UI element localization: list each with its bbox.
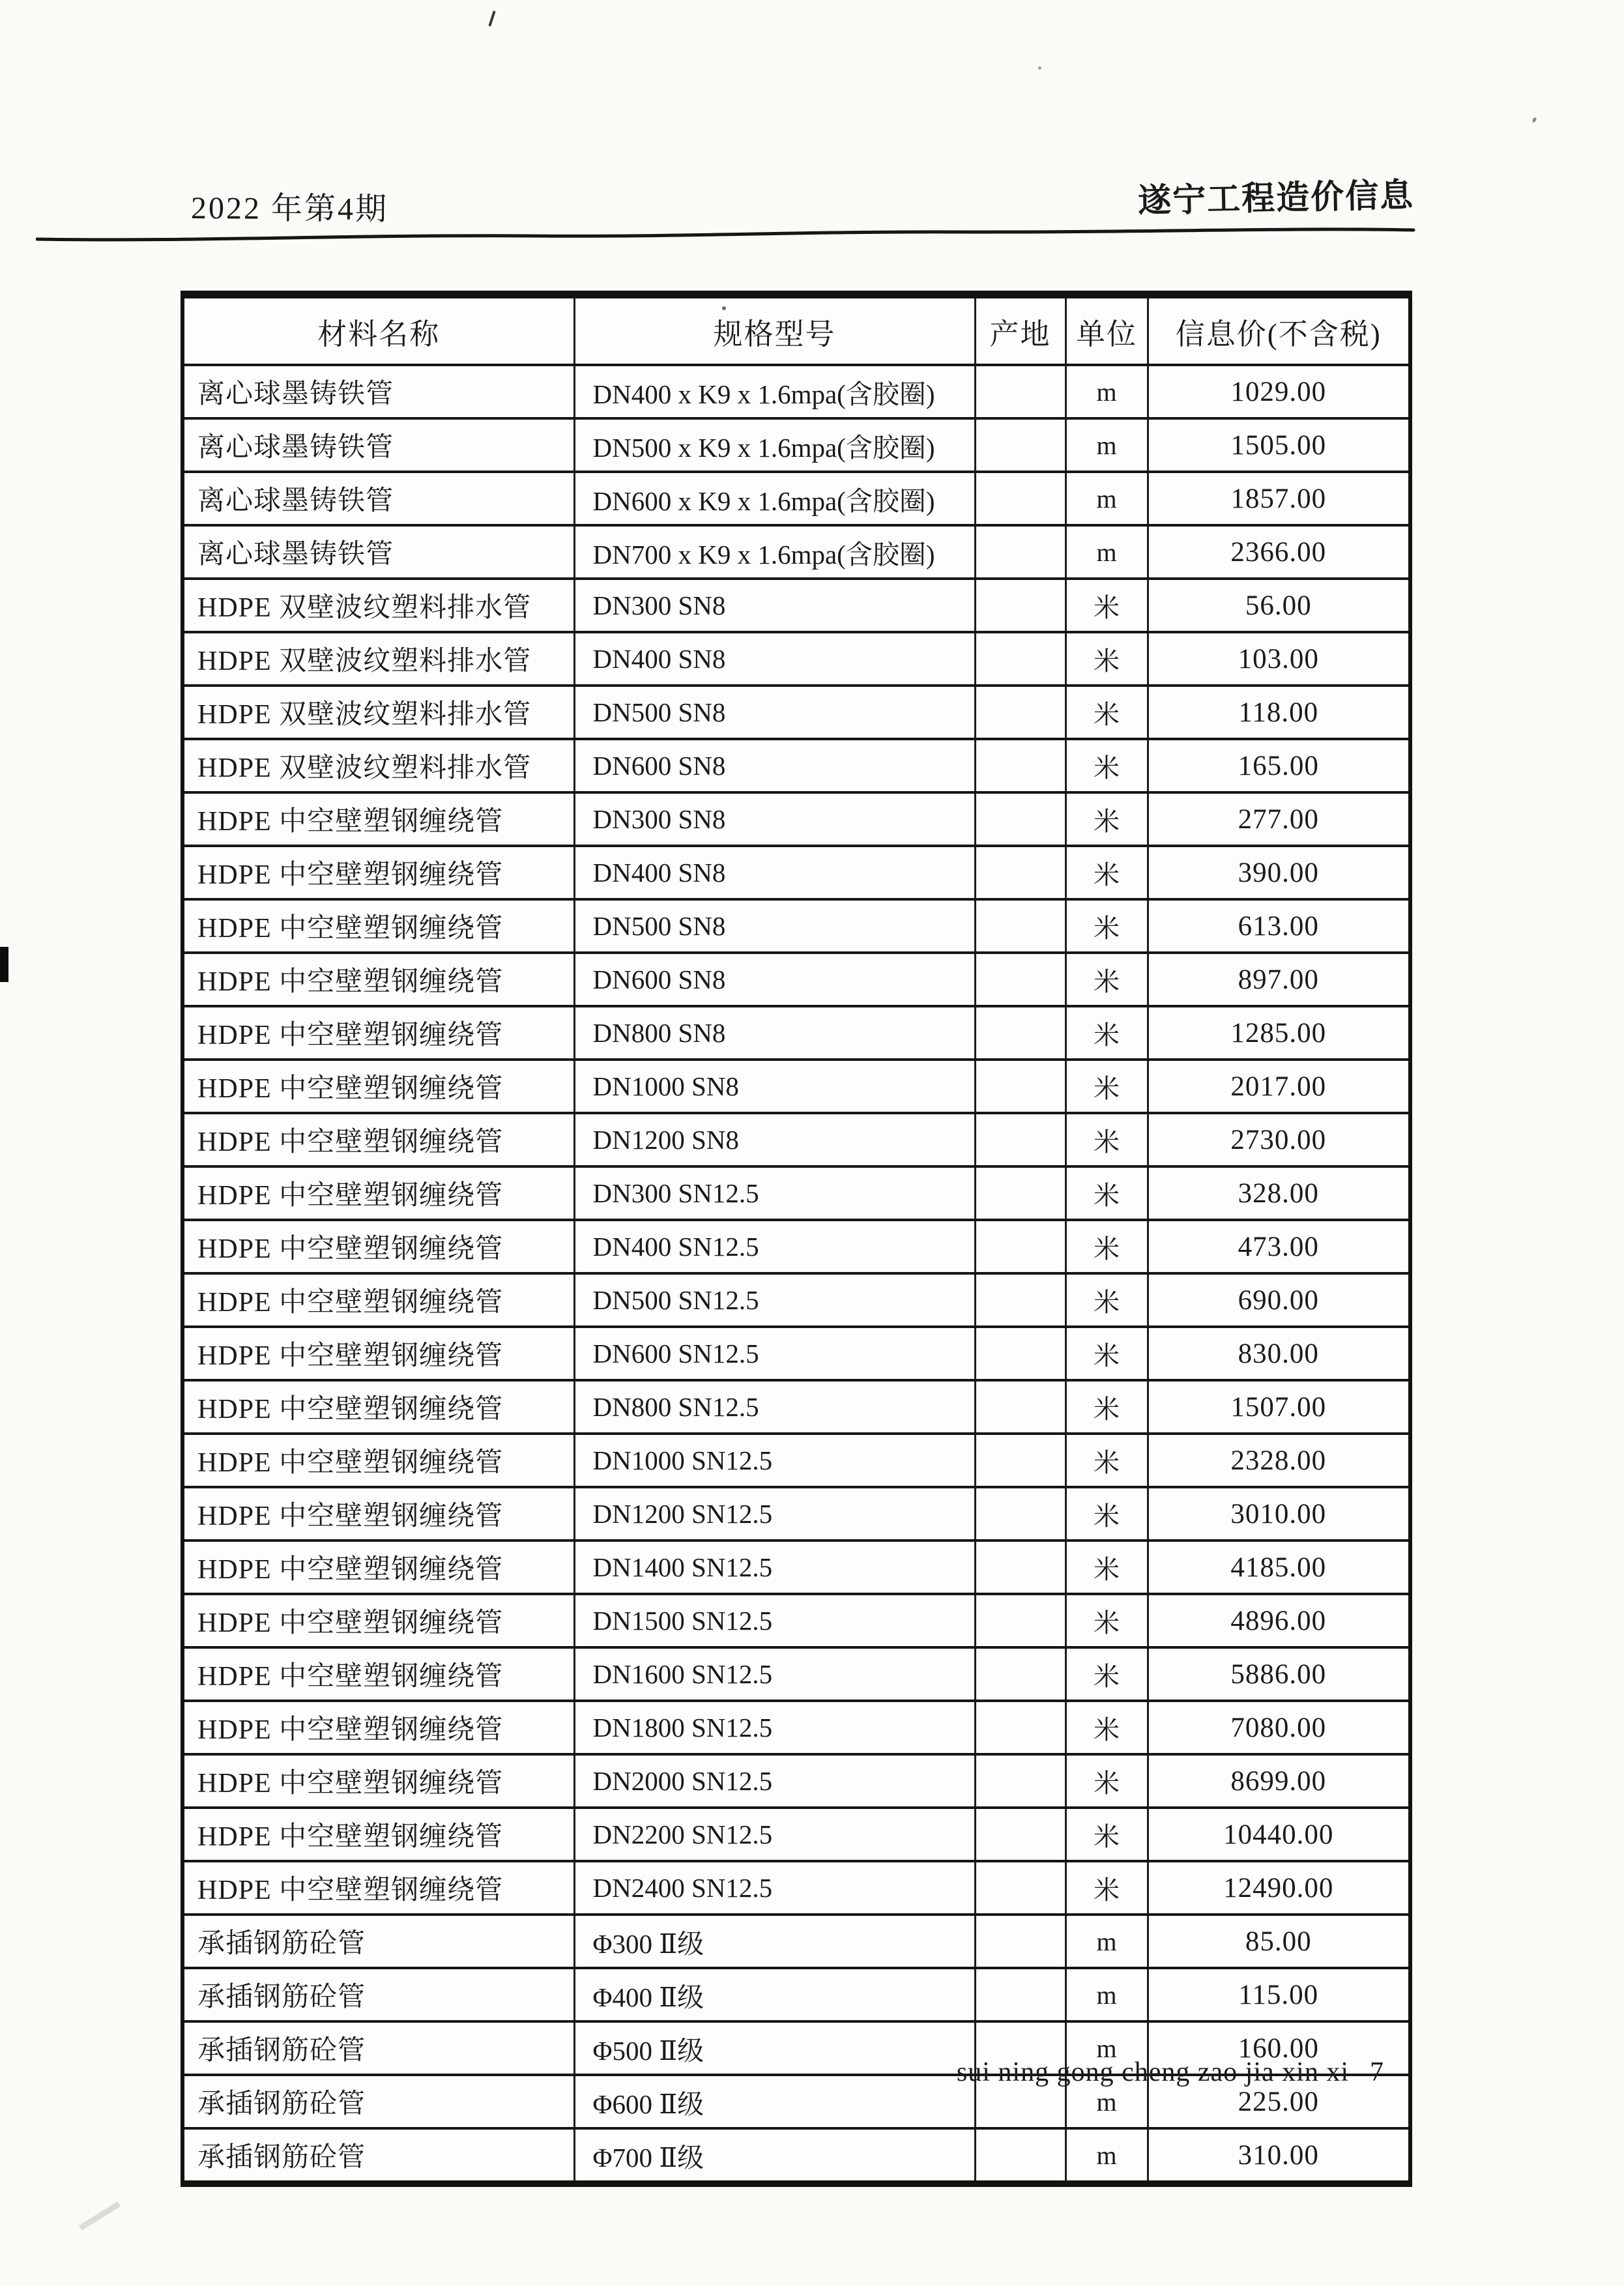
- table-row: [182, 1968, 1410, 2021]
- table-row: [182, 579, 1410, 632]
- unit-cell: 米: [1066, 1273, 1148, 1327]
- material-name-cell: 承插钢筋砼管: [182, 2128, 574, 2184]
- origin-cell: [975, 1487, 1066, 1541]
- unit-cell: m: [1066, 365, 1148, 418]
- unit-cell: m: [1066, 472, 1148, 525]
- header-rule: [36, 225, 1417, 244]
- col-header-price: 信息价(不含税): [1148, 295, 1410, 365]
- table-row: [182, 1647, 1410, 1701]
- origin-cell: [975, 1060, 1066, 1113]
- origin-cell: [975, 1220, 1066, 1273]
- table-row: [182, 1327, 1410, 1380]
- table-row: [182, 1006, 1410, 1060]
- table-row: [182, 899, 1410, 953]
- material-name-cell: HDPE 中空壁塑钢缠绕管: [182, 792, 574, 846]
- price-cell: 690.00: [1148, 1273, 1410, 1327]
- material-name-cell: HDPE 中空壁塑钢缠绕管: [182, 1273, 574, 1327]
- table-row: [182, 525, 1410, 579]
- spec-cell: DN800 SN12.5: [574, 1380, 975, 1434]
- spec-cell: DN2400 SN12.5: [574, 1861, 975, 1915]
- table-row: [182, 418, 1410, 472]
- table-row: [182, 686, 1410, 739]
- material-name-cell: 承插钢筋砼管: [182, 2075, 574, 2128]
- price-cell: 1505.00: [1148, 418, 1410, 472]
- material-name-cell: 承插钢筋砼管: [182, 2021, 574, 2075]
- price-cell: 12490.00: [1148, 1861, 1410, 1915]
- unit-cell: 米: [1066, 1220, 1148, 1273]
- page-number: 7: [1370, 2057, 1384, 2087]
- spec-cell: Φ700 Ⅱ级: [574, 2128, 975, 2184]
- spec-cell: DN400 SN8: [574, 632, 975, 686]
- table-row: [182, 632, 1410, 686]
- table-row: [182, 1487, 1410, 1541]
- scan-speck-dot: [1038, 66, 1041, 70]
- table-body: [182, 365, 1410, 2184]
- spec-cell: DN400 x K9 x 1.6mpa(含胶圈): [574, 365, 975, 418]
- unit-cell: m: [1066, 1968, 1148, 2021]
- material-name-cell: HDPE 中空壁塑钢缠绕管: [182, 846, 574, 899]
- table-row: [182, 1434, 1410, 1487]
- unit-cell: 米: [1066, 846, 1148, 899]
- table-row: [182, 472, 1410, 525]
- spec-cell: DN1000 SN12.5: [574, 1434, 975, 1487]
- col-header-unit: 单位: [1066, 295, 1148, 365]
- origin-cell: [975, 1968, 1066, 2021]
- spec-cell: Φ600 Ⅱ级: [574, 2075, 975, 2128]
- col-header-origin: 产地: [975, 295, 1066, 365]
- material-name-cell: HDPE 中空壁塑钢缠绕管: [182, 1487, 574, 1541]
- origin-cell: [975, 739, 1066, 792]
- price-cell: 56.00: [1148, 579, 1410, 632]
- table-row: [182, 1273, 1410, 1327]
- origin-cell: [975, 1006, 1066, 1060]
- price-cell: 328.00: [1148, 1166, 1410, 1220]
- origin-cell: [975, 525, 1066, 579]
- scan-smudge: [79, 2201, 121, 2231]
- table-row: [182, 1701, 1410, 1754]
- unit-cell: m: [1066, 418, 1148, 472]
- unit-cell: 米: [1066, 1113, 1148, 1166]
- table-row: [182, 1220, 1410, 1273]
- col-header-material: 材料名称: [182, 295, 574, 365]
- origin-cell: [975, 579, 1066, 632]
- material-name-cell: HDPE 中空壁塑钢缠绕管: [182, 1647, 574, 1701]
- spec-cell: DN1600 SN12.5: [574, 1647, 975, 1701]
- price-cell: 4185.00: [1148, 1541, 1410, 1594]
- price-cell: 5886.00: [1148, 1647, 1410, 1701]
- spec-cell: DN500 x K9 x 1.6mpa(含胶圈): [574, 418, 975, 472]
- material-name-cell: HDPE 双壁波纹塑料排水管: [182, 739, 574, 792]
- price-cell: 103.00: [1148, 632, 1410, 686]
- unit-cell: 米: [1066, 1380, 1148, 1434]
- material-name-cell: HDPE 中空壁塑钢缠绕管: [182, 1060, 574, 1113]
- origin-cell: [975, 1594, 1066, 1647]
- unit-cell: 米: [1066, 686, 1148, 739]
- price-cell: 897.00: [1148, 953, 1410, 1006]
- material-name-cell: HDPE 中空壁塑钢缠绕管: [182, 1754, 574, 1808]
- unit-cell: 米: [1066, 1006, 1148, 1060]
- table-row: [182, 1861, 1410, 1915]
- price-cell: 1029.00: [1148, 365, 1410, 418]
- table-row: [182, 1380, 1410, 1434]
- table-row: [182, 365, 1410, 418]
- spec-cell: DN500 SN8: [574, 899, 975, 953]
- table-row: [182, 1915, 1410, 1968]
- origin-cell: [975, 846, 1066, 899]
- spec-cell: DN1500 SN12.5: [574, 1594, 975, 1647]
- price-cell: 310.00: [1148, 2128, 1410, 2184]
- origin-cell: [975, 1273, 1066, 1327]
- origin-cell: [975, 1434, 1066, 1487]
- header-row: [182, 295, 1410, 365]
- price-cell: 118.00: [1148, 686, 1410, 739]
- unit-cell: m: [1066, 2075, 1148, 2128]
- material-name-cell: HDPE 中空壁塑钢缠绕管: [182, 899, 574, 953]
- spec-cell: DN2200 SN12.5: [574, 1808, 975, 1861]
- spec-cell: DN500 SN12.5: [574, 1273, 975, 1327]
- unit-cell: 米: [1066, 1754, 1148, 1808]
- table-row: [182, 792, 1410, 846]
- material-name-cell: HDPE 双壁波纹塑料排水管: [182, 579, 574, 632]
- spec-cell: DN300 SN8: [574, 792, 975, 846]
- price-cell: 2017.00: [1148, 1060, 1410, 1113]
- price-cell: 473.00: [1148, 1220, 1410, 1273]
- journal-title: 遂宁工程造价信息: [1137, 177, 1415, 220]
- unit-cell: 米: [1066, 1594, 1148, 1647]
- unit-cell: 米: [1066, 1647, 1148, 1701]
- spec-cell: Φ300 Ⅱ级: [574, 1915, 975, 1968]
- material-name-cell: HDPE 中空壁塑钢缠绕管: [182, 1861, 574, 1915]
- unit-cell: 米: [1066, 1541, 1148, 1594]
- table-row: [182, 1166, 1410, 1220]
- material-name-cell: HDPE 中空壁塑钢缠绕管: [182, 1166, 574, 1220]
- unit-cell: m: [1066, 1915, 1148, 1968]
- price-cell: 2366.00: [1148, 525, 1410, 579]
- price-cell: 115.00: [1148, 1968, 1410, 2021]
- price-cell: 4896.00: [1148, 1594, 1410, 1647]
- unit-cell: 米: [1066, 953, 1148, 1006]
- col-header-spec: 规格型号: [574, 295, 975, 365]
- material-name-cell: HDPE 双壁波纹塑料排水管: [182, 686, 574, 739]
- unit-cell: 米: [1066, 1487, 1148, 1541]
- material-name-cell: 离心球墨铸铁管: [182, 418, 574, 472]
- material-name-cell: HDPE 中空壁塑钢缠绕管: [182, 953, 574, 1006]
- unit-cell: 米: [1066, 899, 1148, 953]
- origin-cell: [975, 2128, 1066, 2184]
- origin-cell: [975, 1915, 1066, 1968]
- unit-cell: m: [1066, 525, 1148, 579]
- price-cell: 1285.00: [1148, 1006, 1410, 1060]
- table-row: [182, 1754, 1410, 1808]
- page-footer: [0, 2057, 1384, 2088]
- unit-cell: 米: [1066, 579, 1148, 632]
- unit-cell: 米: [1066, 1701, 1148, 1754]
- price-cell: 7080.00: [1148, 1701, 1410, 1754]
- material-name-cell: HDPE 中空壁塑钢缠绕管: [182, 1701, 574, 1754]
- material-name-cell: 离心球墨铸铁管: [182, 525, 574, 579]
- origin-cell: [975, 1327, 1066, 1380]
- unit-cell: 米: [1066, 1861, 1148, 1915]
- origin-cell: [975, 953, 1066, 1006]
- scan-edge-mark: [0, 947, 8, 982]
- table-row: [182, 1113, 1410, 1166]
- material-name-cell: 离心球墨铸铁管: [182, 365, 574, 418]
- material-name-cell: HDPE 中空壁塑钢缠绕管: [182, 1380, 574, 1434]
- price-cell: 165.00: [1148, 739, 1410, 792]
- origin-cell: [975, 1861, 1066, 1915]
- unit-cell: 米: [1066, 1434, 1148, 1487]
- origin-cell: [975, 1808, 1066, 1861]
- table-row: [182, 1541, 1410, 1594]
- origin-cell: [975, 418, 1066, 472]
- origin-cell: [975, 365, 1066, 418]
- spec-cell: DN500 SN8: [574, 686, 975, 739]
- price-cell: 85.00: [1148, 1915, 1410, 1968]
- price-cell: 2730.00: [1148, 1113, 1410, 1166]
- spec-cell: DN300 SN12.5: [574, 1166, 975, 1220]
- spec-cell: DN2000 SN12.5: [574, 1754, 975, 1808]
- origin-cell: [975, 792, 1066, 846]
- unit-cell: 米: [1066, 1166, 1148, 1220]
- material-name-cell: 承插钢筋砼管: [182, 1968, 574, 2021]
- spec-cell: DN800 SN8: [574, 1006, 975, 1060]
- origin-cell: [975, 686, 1066, 739]
- material-name-cell: HDPE 中空壁塑钢缠绕管: [182, 1220, 574, 1273]
- origin-cell: [975, 1113, 1066, 1166]
- price-cell: 277.00: [1148, 792, 1410, 846]
- scan-speck-dot: [1531, 117, 1537, 123]
- price-cell: 830.00: [1148, 1327, 1410, 1380]
- spec-cell: DN700 x K9 x 1.6mpa(含胶圈): [574, 525, 975, 579]
- material-name-cell: HDPE 中空壁塑钢缠绕管: [182, 1327, 574, 1380]
- unit-cell: 米: [1066, 1060, 1148, 1113]
- origin-cell: [975, 1541, 1066, 1594]
- spec-cell: DN400 SN12.5: [574, 1220, 975, 1273]
- spec-cell: Φ400 Ⅱ级: [574, 1968, 975, 2021]
- unit-cell: 米: [1066, 1327, 1148, 1380]
- footer-text: sui ning gong cheng zao jia xin xi: [956, 2057, 1349, 2087]
- price-cell: 1507.00: [1148, 1380, 1410, 1434]
- material-name-cell: HDPE 中空壁塑钢缠绕管: [182, 1113, 574, 1166]
- spec-cell: DN600 SN12.5: [574, 1327, 975, 1380]
- table-row: [182, 1594, 1410, 1647]
- scan-speck-tick: [488, 10, 496, 27]
- origin-cell: [975, 1166, 1066, 1220]
- table-row: [182, 846, 1410, 899]
- price-cell: 225.00: [1148, 2075, 1410, 2128]
- unit-cell: m: [1066, 2021, 1148, 2075]
- origin-cell: [975, 1647, 1066, 1701]
- unit-cell: m: [1066, 2128, 1148, 2184]
- material-name-cell: 离心球墨铸铁管: [182, 472, 574, 525]
- spec-cell: DN600 x K9 x 1.6mpa(含胶圈): [574, 472, 975, 525]
- price-cell: 160.00: [1148, 2021, 1410, 2075]
- price-table: [181, 291, 1412, 2187]
- material-name-cell: HDPE 中空壁塑钢缠绕管: [182, 1594, 574, 1647]
- unit-cell: 米: [1066, 792, 1148, 846]
- unit-cell: 米: [1066, 739, 1148, 792]
- spec-cell: DN1800 SN12.5: [574, 1701, 975, 1754]
- price-cell: 8699.00: [1148, 1754, 1410, 1808]
- origin-cell: [975, 1701, 1066, 1754]
- spec-cell: DN600 SN8: [574, 953, 975, 1006]
- issue-label: 2022 年第4期: [190, 190, 389, 227]
- origin-cell: [975, 632, 1066, 686]
- material-name-cell: 承插钢筋砼管: [182, 1915, 574, 1968]
- material-name-cell: HDPE 中空壁塑钢缠绕管: [182, 1808, 574, 1861]
- table-row: [182, 953, 1410, 1006]
- origin-cell: [975, 1754, 1066, 1808]
- origin-cell: [975, 472, 1066, 525]
- spec-cell: DN1200 SN12.5: [574, 1487, 975, 1541]
- table-row: [182, 1060, 1410, 1113]
- spec-cell: DN400 SN8: [574, 846, 975, 899]
- spec-cell: DN1200 SN8: [574, 1113, 975, 1166]
- table-row: [182, 739, 1410, 792]
- table-row: [182, 2128, 1410, 2184]
- spec-cell: DN300 SN8: [574, 579, 975, 632]
- spec-cell: DN1400 SN12.5: [574, 1541, 975, 1594]
- spec-cell: DN1000 SN8: [574, 1060, 975, 1113]
- price-cell: 613.00: [1148, 899, 1410, 953]
- price-cell: 2328.00: [1148, 1434, 1410, 1487]
- material-name-cell: HDPE 双壁波纹塑料排水管: [182, 632, 574, 686]
- origin-cell: [975, 899, 1066, 953]
- price-cell: 10440.00: [1148, 1808, 1410, 1861]
- unit-cell: 米: [1066, 632, 1148, 686]
- material-name-cell: HDPE 中空壁塑钢缠绕管: [182, 1006, 574, 1060]
- price-cell: 1857.00: [1148, 472, 1410, 525]
- material-name-cell: HDPE 中空壁塑钢缠绕管: [182, 1434, 574, 1487]
- unit-cell: 米: [1066, 1808, 1148, 1861]
- origin-cell: [975, 1380, 1066, 1434]
- table-row: [182, 1808, 1410, 1861]
- price-cell: 3010.00: [1148, 1487, 1410, 1541]
- material-name-cell: HDPE 中空壁塑钢缠绕管: [182, 1541, 574, 1594]
- spec-cell: DN600 SN8: [574, 739, 975, 792]
- price-cell: 390.00: [1148, 846, 1410, 899]
- spec-cell: Φ500 Ⅱ级: [574, 2021, 975, 2075]
